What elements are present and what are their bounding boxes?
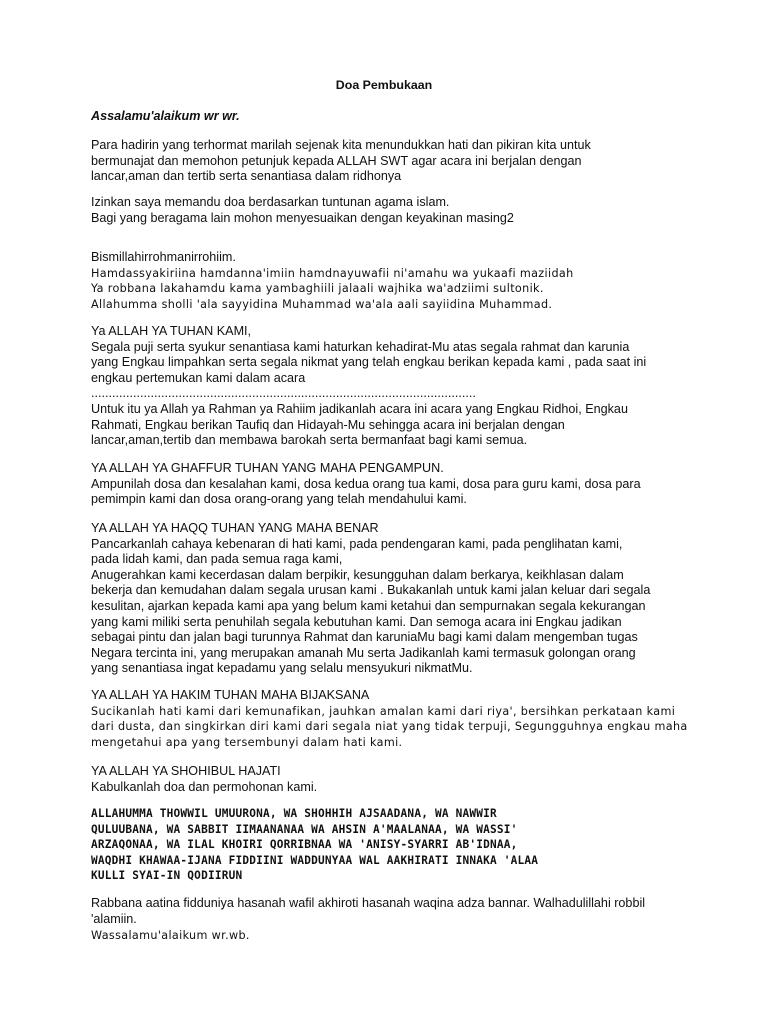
- prayer-paragraph-truth: YA ALLAH YA HAQQ TUHAN YANG MAHA BENAR Pancarkanlah cahaya kebenaran di hati kami, pada pendengaran kami, pada penglihatan kami, pada lidah kami, dan pada semua raga kami, Anugerahkan kami kecerdasan dalam berpikir, kesungguhan dalam berkarya, keikhlasan dalam bekerja dan kemudahan dalam segala urusan kami . Bukakanlah untuk kami jalan keluar dari segala kesulitan, ajarkan kepada kami apa yang belum kami ketahui dan sempurnakan segala kekurangan yang kami miliki serta penuhilah segala kebutuhan kami. Dan semoga acara ini Engkau jadikan sebagai pintu dan jalan bagi turunnya Rahmat dan karuniaMu bagi kami dalam mengemban tugas Negara tercinta ini, yang merupakan amanah Mu serta Jadikanlah kami termasuk golongan orang yang senantiasa ingat kepadamu yang selalu mensyukuri nikmatMu.: [91, 521, 651, 676]
- arabic-prayer-transliteration: ALLAHUMMA THOWWIL UMUURONA, WA SHOHHIH AJSAADANA, WA NAWWIR QULUUBANA, WA SABBIT IIMAANANAA WA AHSIN A'MAALANAA, WA WASSI' ARZAQONAA, WA ILAL KHOIRI QORRIBNAA WA 'ANISY-SYARRI AB'IDNAA, WAQDHI KHAWAA-IJANA FIDDIINI WADDUNYAA WAL AAKHIRATI INNAKA 'ALAA KULLI SYAI-IN QODIIRUN: [91, 807, 539, 883]
- permission-paragraph: Izinkan saya memandu doa berdasarkan tuntunan agama islam. Bagi yang beragama lain mohon menyesuaikan dengan keyakinan masing2: [91, 195, 514, 225]
- prayer-paragraph-gratitude: Ya ALLAH YA TUHAN KAMI, Segala puji serta syukur senantiasa kami haturkan kehadirat-Mu atas segala rahmat dan karunia yang Engkau limpahkan serta segala nikmat yang telah engkau berikan kepada kami , pada saat ini engkau pertemukan kami dalam acara .............................................................................................................. Untuk itu ya Allah ya Rahman ya Rahiim jadikanlah acara ini acara yang Engkau Ridhoi, Engkau Rahmati, Engkau berikan Taufiq dan Hidayah-Mu sehingga acara ini berjalan dengan lancar,aman,tertib dan membawa barokah serta bermanfaat bagi kami semua.: [91, 324, 647, 448]
- prayer-paragraph-wisdom: Sucikanlah hati kami dari kemunafikan, jauhkan amalan kami dari riya', bersihkan perkataan kami dari dusta, dan singkirkan diri kami dari segala niat yang tidak terpuji, Segungguhnya engkau maha mengetahui apa yang tersembunyi dalam hati kami.: [91, 705, 688, 749]
- opening-greeting: Assalamu'alaikum wr wr.: [91, 109, 240, 123]
- prayer-paragraph-forgiveness: YA ALLAH YA GHAFFUR TUHAN YANG MAHA PENGAMPUN. Ampunilah dosa dan kesalahan kami, dosa kedua orang tua kami, dosa para guru kami, dosa para pemimpin kami dan dosa orang-orang yang telah mendahului kami.: [91, 461, 641, 507]
- closing-salam: Wassalamu'alaikum wr.wb.: [91, 929, 250, 942]
- prayer-paragraph-request: YA ALLAH YA SHOHIBUL HAJATI Kabulkanlah doa dan permohonan kami.: [91, 764, 318, 794]
- bismillah-line: Bismillahirrohmanirrohiim.: [91, 250, 236, 264]
- prayer-heading-wisdom: YA ALLAH YA HAKIM TUHAN MAHA BIJAKSANA: [91, 688, 370, 702]
- closing-rabbana: Rabbana aatina fidduniya hasanah wafil akhiroti hasanah waqina adza bannar. Walhadulillahi robbil 'alamiin.: [91, 896, 646, 926]
- intro-paragraph: Para hadirin yang terhormat marilah sejenak kita menundukkan hati dan pikiran kita untuk bermunajat dan memohon petunjuk kepada ALLAH SWT agar acara ini berjalan dengan lancar,aman dan tertib serta senantiasa dalam ridhonya: [91, 138, 591, 184]
- document-title: Doa Pembukaan: [335, 78, 433, 92]
- hamdalah-paragraph: Hamdassyakiriina hamdanna'imiin hamdnayuwafii ni'amahu wa yukaafi maziidah Ya robbana lakahamdu kama yambaghiili jalaali wajhika wa'adziimi sultonik. Allahumma sholli 'ala sayyidina Muhammad wa'ala aali sayiidina Muhammad.: [91, 267, 574, 311]
